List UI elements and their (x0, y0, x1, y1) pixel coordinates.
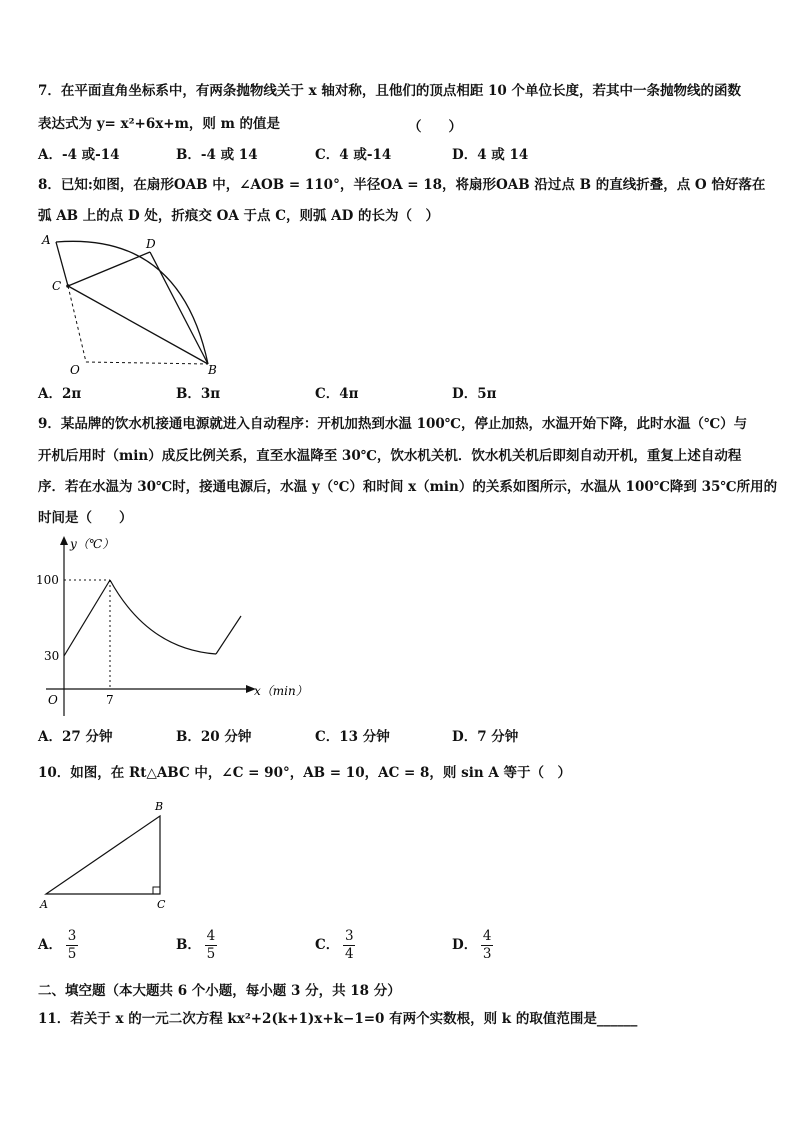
q9-stem-line1: 9．某品牌的饮水机接通电源就进入自动程序：开机加热到水温 100℃，停止加热，水温开始下降，此时水温（℃）与 (38, 416, 748, 432)
q10-option-c-numerator: 3 (344, 928, 354, 944)
q9-temperature-graph (36, 534, 306, 720)
q10-option-c-letter: C． (315, 937, 340, 953)
q9-stem-line4: 时间是（ ） (38, 510, 133, 526)
q10-option-d-letter: D． (452, 937, 478, 953)
q10-option-d-fraction (481, 928, 493, 963)
q8-segment-cd (68, 252, 150, 286)
q9-y-tick-100: 100 (36, 573, 59, 587)
q9-heating-line (64, 580, 110, 656)
q10-option-c-fraction (343, 928, 355, 963)
q10-option-d-denominator: 3 (482, 946, 492, 962)
q9-option-a: A．27 分钟 (38, 729, 113, 745)
q7-stem-line2: 表达式为 y= x²+6x+m，则 m 的值是 (38, 116, 281, 132)
q9-option-d: D．7 分钟 (452, 729, 519, 745)
q8-label-c: C (52, 279, 62, 293)
q8-label-d: D (146, 237, 156, 251)
q9-origin-label: O (48, 693, 58, 707)
q9-stem-line3: 序．若在水温为 30℃时，接通电源后，水温 y（℃）和时间 x（min）的关系如图所示，水温从 100℃降到 35℃所用的 (38, 479, 778, 495)
q10-label-c: C (157, 898, 166, 911)
q7-option-d: D．4 或 14 (452, 147, 529, 163)
q11-stem-line1: 11．若关于 x 的一元二次方程 kx²+2(k+1)x+k−1=0 有两个实数根，则 k 的取值范围是______ (38, 1011, 638, 1027)
q9-option-c: C．13 分钟 (315, 729, 390, 745)
q10-triangle-abc (46, 816, 160, 894)
q8-stem-line1: 8．已知:如图，在扇形OAB 中，∠AOB = 110°，半径OA = 18，将扇形OAB 沿过点 B 的直线折叠，点 O 恰好落在 (38, 177, 766, 193)
q8-sector-figure (30, 232, 230, 377)
q10-label-b: B (155, 800, 164, 813)
q10-option-b-numerator: 4 (206, 928, 216, 944)
section-heading-fill-in: 二、填空题（本大题共 6 个小题，每小题 3 分，共 18 分） (38, 983, 401, 999)
q10-label-a: A (40, 898, 48, 911)
q10-option-c-denominator: 4 (344, 946, 354, 962)
q10-option-b-denominator: 5 (206, 946, 216, 962)
q10-option-a (38, 928, 78, 963)
q8-option-c: C．4π (315, 386, 359, 402)
q9-reheating-line (216, 616, 241, 654)
q10-triangle-figure (36, 798, 186, 910)
q10-option-d-numerator: 4 (482, 928, 492, 944)
q8-stem-line2: 弧 AB 上的点 D 处，折痕交 OA 于点 C，则弧 AD 的长为（ ） (38, 208, 440, 224)
q10-right-angle-mark (153, 887, 160, 894)
q9-x-axis-label: x（min） (254, 684, 308, 698)
q7-option-b: B．-4 或 14 (176, 147, 258, 163)
q8-option-b: B．3π (176, 386, 221, 402)
q8-option-a: A．2π (38, 386, 82, 402)
q8-label-a: A (42, 233, 51, 247)
q9-option-b: B．20 分钟 (176, 729, 252, 745)
q10-option-a-denominator: 5 (67, 946, 77, 962)
q9-y-axis-label: y（℃） (70, 537, 115, 551)
q10-option-a-letter: A． (38, 937, 62, 953)
q8-option-d: D．5π (452, 386, 497, 402)
q9-x-tick-7: 7 (106, 693, 114, 707)
q8-segment-ob-dashed (86, 362, 208, 364)
q9-cooling-curve (110, 580, 216, 654)
q8-segment-cb (68, 286, 208, 364)
q10-stem-line1: 10．如图，在 Rt△ABC 中，∠C = 90°，AB = 10，AC = 8，则 sin A 等于（ ） (38, 765, 572, 781)
q8-label-o: O (70, 363, 80, 377)
q9-y-tick-30: 30 (44, 649, 60, 663)
q10-option-a-fraction (66, 928, 78, 963)
q8-segment-co-dashed (68, 286, 86, 362)
q10-option-b (176, 928, 217, 963)
q7-stem-line1: 7．在平面直角坐标系中，有两条抛物线关于 x 轴对称，且他们的顶点相距 10 个单位长度，若其中一条抛物线的函数 (38, 83, 742, 99)
q7-answer-paren: （ ） (408, 119, 462, 135)
q10-option-a-numerator: 3 (67, 928, 77, 944)
q10-option-c (315, 928, 355, 963)
q8-label-b: B (208, 363, 217, 377)
q10-option-d (452, 928, 493, 963)
q10-option-b-fraction (205, 928, 217, 963)
q9-stem-line2: 开机后用时（min）成反比例关系，直至水温降至 30℃，饮水机关机．饮水机关机后即刻自动开机，重复上述自动程 (38, 448, 742, 464)
q9-y-axis-arrow-icon (60, 536, 68, 545)
q8-point-c (66, 284, 70, 288)
q7-option-c: C．4 或-14 (315, 147, 392, 163)
q7-option-a: A．-4 或-14 (38, 147, 120, 163)
q10-option-b-letter: B． (176, 937, 201, 953)
